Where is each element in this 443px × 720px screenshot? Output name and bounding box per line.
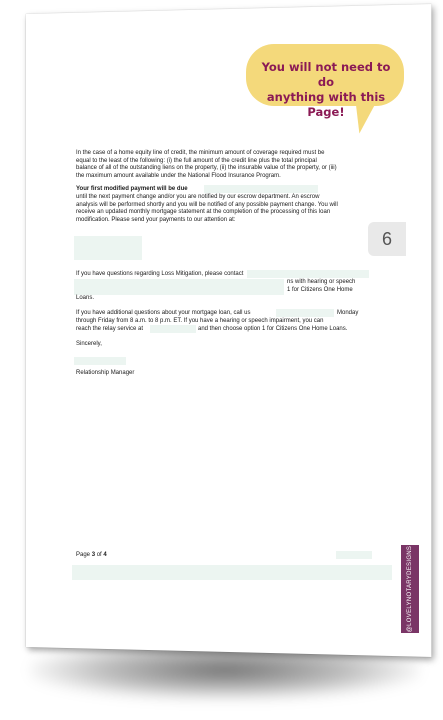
- additional-questions-line-1a: If you have additional questions about your mortgage loan, call us: [76, 310, 251, 316]
- watermark-text: @LOVELYNOTARYDESIGNS: [407, 545, 413, 633]
- redacted-block: [336, 551, 372, 559]
- footer-current-page: 3: [91, 552, 96, 558]
- text-line: modification. Please send your payments to our attention at:: [76, 216, 236, 223]
- text-line: analysis will be performed shortly and you will be notified of any possible payment change. You will: [76, 201, 338, 208]
- redacted-block: [247, 270, 369, 278]
- signature-title: Relationship Manager: [76, 370, 135, 376]
- redacted-footer-bar: [72, 565, 392, 580]
- redacted-block: [74, 279, 284, 287]
- additional-questions-line-1b: Monday: [337, 310, 359, 316]
- text-line: until the next payment change and/or you are notified by our escrow department. An escrow: [76, 194, 320, 200]
- footer-prefix: Page: [76, 552, 91, 558]
- watermark-banner: [401, 545, 419, 633]
- loss-mitigation-line: If you have questions regarding Loss Mitigation, please contact: [76, 271, 244, 277]
- redacted-block: [204, 185, 318, 193]
- page-footer: [76, 552, 107, 560]
- callout-text: [252, 60, 400, 120]
- additional-questions-line-3a: reach the relay service at: [76, 326, 144, 332]
- redacted-address: [74, 236, 142, 260]
- redacted-name: [74, 357, 126, 365]
- loss-mitigation-end: Loans.: [76, 295, 95, 301]
- redacted-block: [150, 325, 196, 333]
- side-page-number: 6: [368, 222, 406, 256]
- callout-line-2: anything with this Page!: [266, 90, 386, 119]
- additional-questions-line-2: through Friday from 8 a.m. to 8 p.m. ET. If you have a hearing or speech impairment, you can: [76, 318, 324, 324]
- text-line: the maximum amount available under the National Flood Insurance Program.: [76, 172, 281, 179]
- redacted-block: [74, 287, 284, 295]
- text-line: equal to the least of the following: (i) the full amount of the credit line plus the total principal: [76, 157, 317, 164]
- closing: Sincerely,: [76, 341, 102, 347]
- paragraph-flood-coverage: [76, 150, 337, 180]
- footer-total-pages: 4: [103, 552, 107, 558]
- first-payment-heading: Your first modified payment will be due: [76, 186, 188, 192]
- text-line: In the case of a home equity line of credit, the minimum amount of coverage required must be: [76, 150, 325, 156]
- text-line: receive an updated monthly mortgage statement at the completion of the processing of this loan: [76, 209, 331, 216]
- footer-of: of: [96, 552, 102, 558]
- redacted-block: [276, 309, 334, 317]
- callout-line-1: You will not need to do: [261, 60, 391, 89]
- text-line: balance of all of the outstanding liens on the property, (ii) the insurable value of the property, or (iii): [76, 165, 337, 172]
- paragraph-escrow: [76, 194, 338, 224]
- loss-mitigation-fragment: ns with hearing or speech: [287, 279, 356, 285]
- loss-mitigation-fragment: 1 for Citizens One Home: [287, 287, 353, 293]
- additional-questions-line-3b: and then choose option 1 for Citizens One Home Loans.: [198, 326, 348, 332]
